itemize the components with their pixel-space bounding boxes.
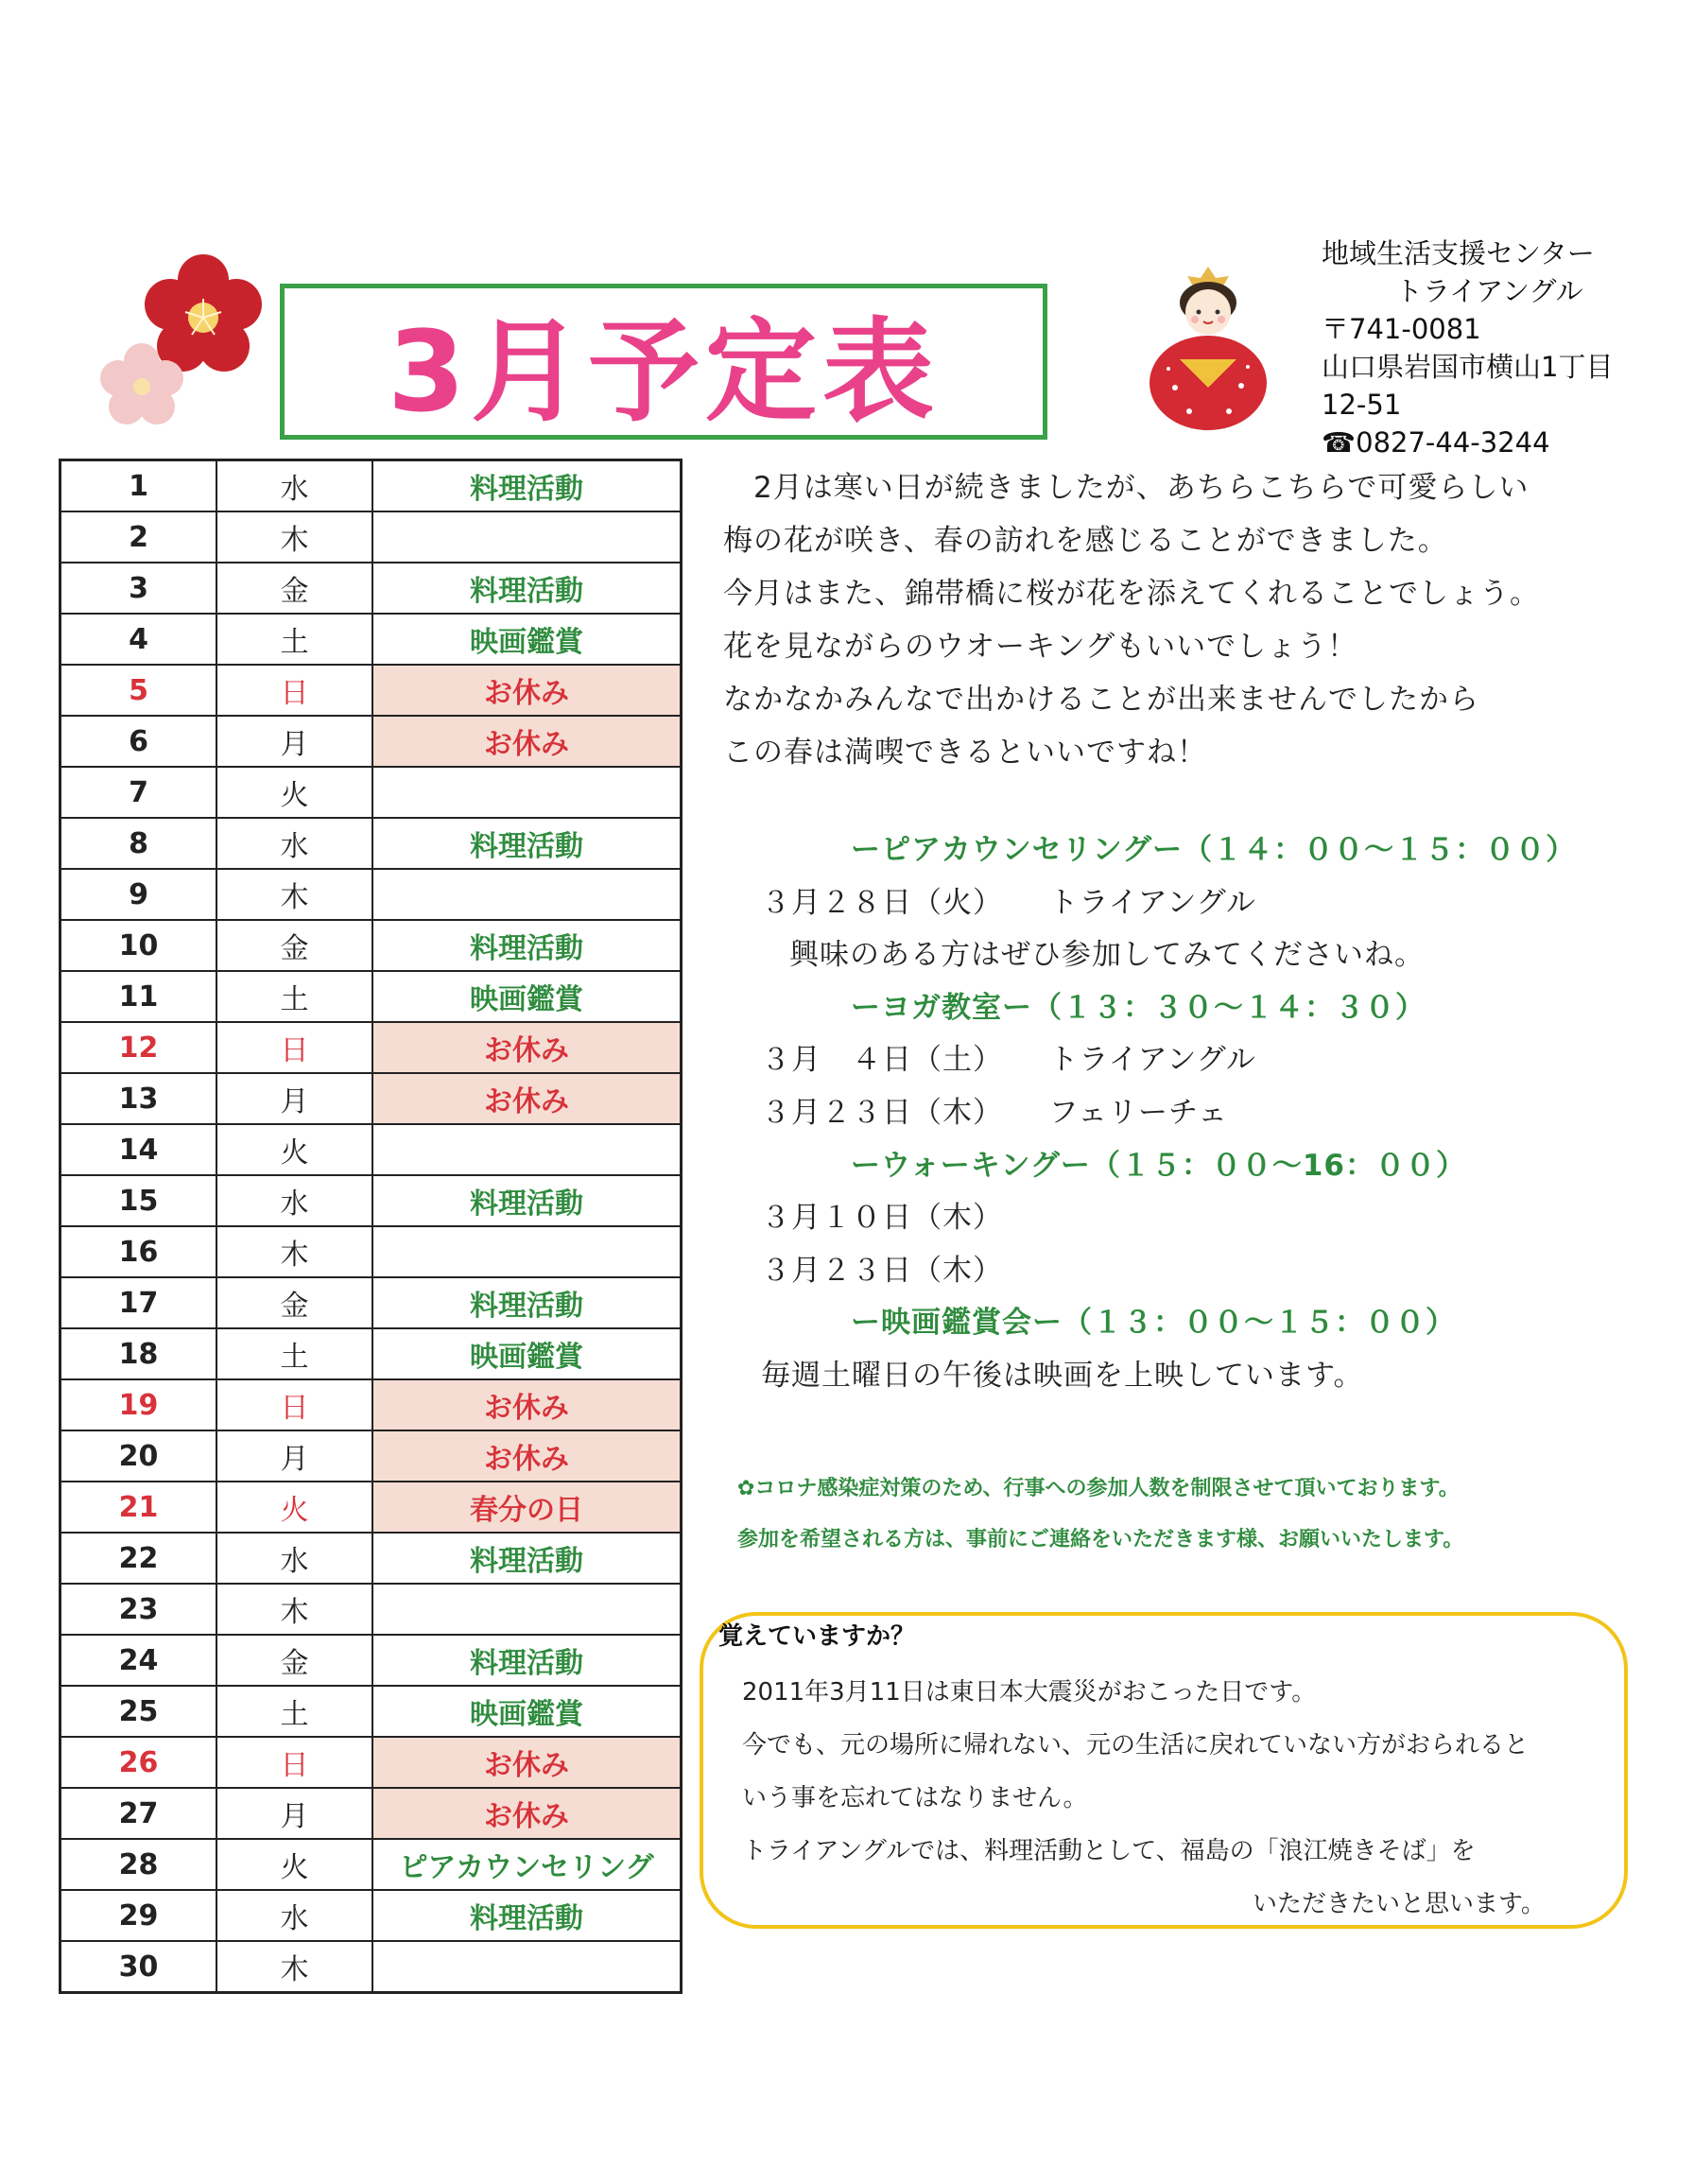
schedule-activity bbox=[372, 1941, 682, 1993]
schedule-activity: 料理活動 bbox=[372, 1533, 682, 1584]
schedule-activity: お休み bbox=[372, 1022, 682, 1073]
schedule-weekday: 火 bbox=[216, 1839, 372, 1890]
schedule-activity: 料理活動 bbox=[372, 1277, 682, 1328]
schedule-activity bbox=[372, 1226, 682, 1277]
message-line: 2月は寒い日が続きましたが、あちらこちらで可愛らしい bbox=[723, 471, 1530, 505]
page-title: 3月予定表 bbox=[387, 305, 941, 437]
schedule-row bbox=[60, 1890, 682, 1941]
schedule-day: 24 bbox=[60, 1635, 217, 1686]
schedule-row bbox=[60, 1073, 682, 1124]
schedule-activity: 映画鑑賞 bbox=[372, 614, 682, 665]
schedule-row bbox=[60, 920, 682, 971]
schedule-weekday: 火 bbox=[216, 1482, 372, 1533]
schedule-day: 4 bbox=[60, 614, 217, 665]
schedule-row bbox=[60, 1430, 682, 1482]
schedule-row bbox=[60, 460, 682, 512]
schedule-weekday: 金 bbox=[216, 1635, 372, 1686]
schedule-activity: お休み bbox=[372, 1073, 682, 1124]
schedule-day: 21 bbox=[60, 1482, 217, 1533]
schedule-row bbox=[60, 1941, 682, 1993]
schedule-row bbox=[60, 1533, 682, 1584]
schedule-weekday: 木 bbox=[216, 1226, 372, 1277]
postal-code: 〒741-0081 bbox=[1322, 313, 1481, 345]
schedule-activity bbox=[372, 1124, 682, 1175]
memorial-line: いう事を忘れてはなりません。 bbox=[742, 1784, 1088, 1812]
schedule-weekday: 日 bbox=[216, 1737, 372, 1788]
schedule-weekday: 水 bbox=[216, 460, 372, 512]
schedule-weekday: 日 bbox=[216, 665, 372, 716]
schedule-day: 26 bbox=[60, 1737, 217, 1788]
schedule-activity: お休み bbox=[372, 1788, 682, 1839]
schedule-row bbox=[60, 665, 682, 716]
schedule-row bbox=[60, 563, 682, 614]
org-name: 地域生活支援センター bbox=[1322, 237, 1595, 269]
schedule-day: 19 bbox=[60, 1379, 217, 1430]
covid-notice-line: 参加を希望される方は、事前にご連絡をいただきます様、お願いいたします。 bbox=[737, 1528, 1464, 1551]
schedule-day: 25 bbox=[60, 1686, 217, 1737]
schedule-day: 28 bbox=[60, 1839, 217, 1890]
schedule-activity: お休み bbox=[372, 665, 682, 716]
schedule-day: 8 bbox=[60, 818, 217, 869]
schedule-weekday: 水 bbox=[216, 1175, 372, 1226]
walking-date: ３月２３日（木） bbox=[761, 1253, 1003, 1288]
schedule-day: 30 bbox=[60, 1941, 217, 1993]
schedule-activity: 映画鑑賞 bbox=[372, 1328, 682, 1379]
schedule-row bbox=[60, 869, 682, 920]
events-section bbox=[723, 824, 1668, 1403]
schedule-activity: お休み bbox=[372, 1737, 682, 1788]
schedule-activity: 映画鑑賞 bbox=[372, 971, 682, 1022]
schedule-row bbox=[60, 1839, 682, 1890]
movie-heading: ー映画鑑賞会ー（１３：００～１５：００） bbox=[851, 1306, 1456, 1341]
schedule-activity: 料理活動 bbox=[372, 1890, 682, 1941]
address-line-2: 12-51 bbox=[1322, 389, 1402, 421]
schedule-row bbox=[60, 614, 682, 665]
schedule-weekday: 火 bbox=[216, 767, 372, 818]
yoga-heading: ーヨガ教室ー（１３：３０～１４：３０） bbox=[851, 990, 1426, 1025]
schedule-day: 22 bbox=[60, 1533, 217, 1584]
memorial-line: 今でも、元の場所に帰れない、元の生活に戻れていない方がおられると bbox=[742, 1731, 1530, 1759]
movie-note: 毎週土曜日の午後は映画を上映しています。 bbox=[761, 1358, 1364, 1393]
schedule-weekday: 木 bbox=[216, 1941, 372, 1993]
schedule-activity: お休み bbox=[372, 1430, 682, 1482]
schedule-weekday: 月 bbox=[216, 1073, 372, 1124]
schedule-row bbox=[60, 767, 682, 818]
schedule-weekday: 水 bbox=[216, 1533, 372, 1584]
schedule-weekday: 火 bbox=[216, 1124, 372, 1175]
message-line: なかなかみんなで出かけることが出来ませんでしたから bbox=[723, 683, 1479, 717]
schedule-row bbox=[60, 1737, 682, 1788]
schedule-row bbox=[60, 1022, 682, 1073]
schedule-weekday: 木 bbox=[216, 869, 372, 920]
covid-notice-line: ✿コロナ感染症対策のため、行事への参加人数を制限させて頂いております。 bbox=[737, 1477, 1460, 1500]
schedule-day: 6 bbox=[60, 716, 217, 767]
schedule-day: 3 bbox=[60, 563, 217, 614]
schedule-activity bbox=[372, 1584, 682, 1635]
phone-number: ☎0827-44-3244 bbox=[1322, 426, 1550, 459]
schedule-activity: 料理活動 bbox=[372, 920, 682, 971]
schedule-day: 12 bbox=[60, 1022, 217, 1073]
schedule-day: 10 bbox=[60, 920, 217, 971]
schedule-row bbox=[60, 1482, 682, 1533]
schedule-day: 20 bbox=[60, 1430, 217, 1482]
title-banner bbox=[280, 284, 1047, 440]
yoga-date: ３月２３日（木） フェリーチェ bbox=[761, 1095, 1229, 1130]
schedule-day: 13 bbox=[60, 1073, 217, 1124]
schedule-row bbox=[60, 1175, 682, 1226]
schedule-weekday: 土 bbox=[216, 1686, 372, 1737]
schedule-row bbox=[60, 716, 682, 767]
schedule-activity bbox=[372, 869, 682, 920]
schedule-activity bbox=[372, 767, 682, 818]
schedule-day: 17 bbox=[60, 1277, 217, 1328]
memorial-line: いただきたいと思います。 bbox=[1253, 1890, 1546, 1918]
covid-notice bbox=[737, 1464, 1463, 1566]
schedule-weekday: 水 bbox=[216, 1890, 372, 1941]
schedule-weekday: 日 bbox=[216, 1379, 372, 1430]
schedule-row bbox=[60, 1635, 682, 1686]
schedule-activity: お休み bbox=[372, 716, 682, 767]
organization-address bbox=[1322, 234, 1662, 461]
schedule-weekday: 金 bbox=[216, 920, 372, 971]
schedule-weekday: 木 bbox=[216, 1584, 372, 1635]
schedule-activity: 春分の日 bbox=[372, 1482, 682, 1533]
schedule-weekday: 金 bbox=[216, 563, 372, 614]
schedule-day: 27 bbox=[60, 1788, 217, 1839]
schedule-day: 23 bbox=[60, 1584, 217, 1635]
message-line: この春は満喫できるといいですね！ bbox=[723, 736, 1207, 770]
schedule-row bbox=[60, 1584, 682, 1635]
schedule-activity bbox=[372, 511, 682, 563]
monthly-message bbox=[723, 461, 1668, 779]
schedule-row bbox=[60, 1124, 682, 1175]
schedule-row bbox=[60, 1328, 682, 1379]
message-line: 今月はまた、錦帯橋に桜が花を添えてくれることでしょう。 bbox=[723, 577, 1540, 611]
schedule-table bbox=[59, 459, 683, 1994]
schedule-weekday: 金 bbox=[216, 1277, 372, 1328]
schedule-day: 11 bbox=[60, 971, 217, 1022]
schedule-weekday: 日 bbox=[216, 1022, 372, 1073]
schedule-row bbox=[60, 1686, 682, 1737]
schedule-row bbox=[60, 971, 682, 1022]
schedule-day: 14 bbox=[60, 1124, 217, 1175]
walking-heading: ーウォーキングー（１５：００～16：００） bbox=[851, 1148, 1466, 1183]
schedule-row bbox=[60, 1788, 682, 1839]
schedule-weekday: 土 bbox=[216, 971, 372, 1022]
schedule-weekday: 月 bbox=[216, 716, 372, 767]
memorial-line: 2011年3月11日は東日本大震災がおこった日です。 bbox=[742, 1678, 1317, 1707]
schedule-day: 29 bbox=[60, 1890, 217, 1941]
message-line: 梅の花が咲き、春の訪れを感じることができました。 bbox=[723, 524, 1448, 558]
schedule-day: 18 bbox=[60, 1328, 217, 1379]
schedule-activity: ピアカウンセリング bbox=[372, 1839, 682, 1890]
memorial-body bbox=[742, 1666, 1593, 1931]
walking-date: ３月１０日（木） bbox=[761, 1201, 1003, 1236]
schedule-weekday: 月 bbox=[216, 1788, 372, 1839]
peer-counseling-date: ３月２８日（火） トライアングル bbox=[761, 885, 1256, 920]
schedule-body bbox=[60, 460, 682, 1993]
schedule-activity: 映画鑑賞 bbox=[372, 1686, 682, 1737]
schedule-day: 5 bbox=[60, 665, 217, 716]
schedule-row bbox=[60, 818, 682, 869]
message-line: 花を見ながらのウオーキングもいいでしょう！ bbox=[723, 630, 1358, 664]
schedule-weekday: 水 bbox=[216, 818, 372, 869]
peer-counseling-note: 興味のある方はぜひ参加してみてくださいね。 bbox=[789, 938, 1425, 973]
plum-blossom-pink-icon bbox=[99, 342, 184, 427]
schedule-weekday: 土 bbox=[216, 1328, 372, 1379]
schedule-weekday: 木 bbox=[216, 511, 372, 563]
memorial-line: トライアングルでは、料理活動として、福島の「浪江焼きそば」を bbox=[742, 1837, 1476, 1865]
schedule-day: 16 bbox=[60, 1226, 217, 1277]
schedule-day: 15 bbox=[60, 1175, 217, 1226]
schedule-row bbox=[60, 1226, 682, 1277]
schedule-activity: 料理活動 bbox=[372, 1635, 682, 1686]
schedule-row bbox=[60, 1379, 682, 1430]
org-subname: トライアングル bbox=[1395, 275, 1583, 307]
schedule-activity: 料理活動 bbox=[372, 818, 682, 869]
address-line-1: 山口県岩国市横山1丁目 bbox=[1322, 351, 1614, 383]
schedule-activity: 料理活動 bbox=[372, 563, 682, 614]
memorial-title: 覚えていますか？ bbox=[718, 1622, 916, 1651]
schedule-row bbox=[60, 1277, 682, 1328]
schedule-day: 2 bbox=[60, 511, 217, 563]
schedule-weekday: 土 bbox=[216, 614, 372, 665]
schedule-activity: お休み bbox=[372, 1379, 682, 1430]
schedule-day: 7 bbox=[60, 767, 217, 818]
yoga-date: ３月 ４日（土） トライアングル bbox=[761, 1043, 1256, 1078]
schedule-day: 9 bbox=[60, 869, 217, 920]
schedule-activity: 料理活動 bbox=[372, 1175, 682, 1226]
schedule-row bbox=[60, 511, 682, 563]
hina-doll-icon bbox=[1142, 265, 1274, 430]
schedule-weekday: 月 bbox=[216, 1430, 372, 1482]
schedule-activity: 料理活動 bbox=[372, 460, 682, 512]
peer-counseling-heading: ーピアカウンセリングー（１４：００～１５：００） bbox=[851, 833, 1577, 867]
schedule-day: 1 bbox=[60, 460, 217, 512]
